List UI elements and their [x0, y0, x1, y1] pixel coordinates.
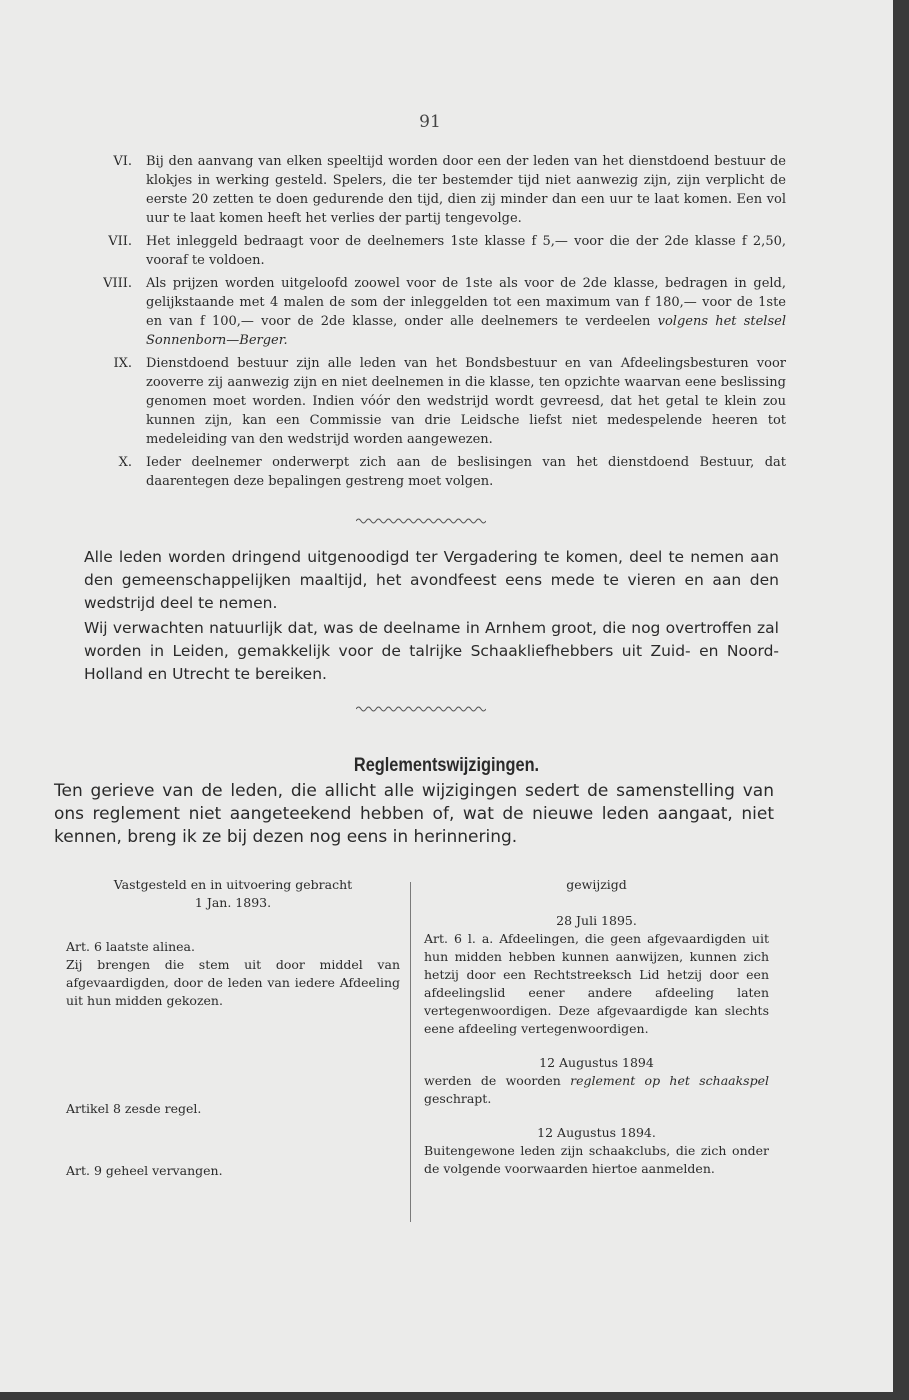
page-number: 91: [419, 112, 441, 132]
left-column: [66, 876, 400, 1180]
article-number: IX.: [113, 356, 132, 371]
article-number: X.: [118, 455, 132, 470]
article-viii: [86, 274, 786, 350]
left-header-line-2: 1 Jan. 1893.: [194, 895, 272, 910]
article-number: VII.: [108, 234, 132, 249]
left-art6-ref: Art. 6 laatste alinea.: [66, 939, 195, 954]
left-art9-ref: Art. 9 geheel vervangen.: [66, 1163, 223, 1178]
right-date-3: 12 Augustus 1894.: [537, 1125, 656, 1140]
decorative-divider: [356, 517, 486, 525]
article-number: VI.: [113, 154, 132, 169]
left-art8-ref: Artikel 8 zesde regel.: [66, 1101, 202, 1116]
right-art8-post: geschrapt.: [424, 1091, 492, 1106]
article-text-regular: Als prijzen worden uitgeloofd zoowel voor de 1ste als voor de 2de klasse, bedragen in geld, gelijkstaande met 4 malen de som der inleggelden tot een maximum van f 180,— voor de 1ste en van f 100,— voor de 2de klasse, onder alle deelnemers te verdeelen: [146, 276, 786, 329]
right-art8-text: [424, 1072, 769, 1108]
section-intro: Ten gerieve van de leden, die allicht alle wijzigingen sedert de samenstelling van ons reglement niet aangeteekend hebben of, wat de nieuwe leden aangaat, niet kennen, breng ik ze bij dezen nog eens in herinnering.: [54, 781, 774, 847]
section-title: Reglementswijzigingen.: [353, 755, 540, 776]
left-art6-text: Zij brengen die stem uit door middel van afgevaardigden, door de leden van iedere Afdeeling uit hun midden gekozen.: [66, 957, 400, 1008]
right-column: [424, 876, 769, 1178]
right-art8-italic: reglement op het schaakspel: [570, 1073, 769, 1088]
article-text: Dienstdoend bestuur zijn alle leden van het Bondsbestuur en van Afdeelingsbesturen voor zooverre zij aanwezig zijn en niet deelnemen in die klasse, ten opzichte waarvan eene beslissing genomen moet worden. Indien vóór den wedstrijd wordt gevreesd, dat het getal te klein zou kunnen zijn, kan een Commissie van drie Leidsche liefst niet medespelende heeren tot medeleiding van den wedstrijd worden aangewezen.: [146, 356, 786, 447]
article-x: [86, 453, 786, 491]
article-vi: [86, 152, 786, 228]
invitation-paragraph-2: Wij verwachten natuurlijk dat, was de deelname in Arnhem groot, die nog overtroffen zal worden in Leiden, gemakkelijk voor de talrijke Schaakliefhebbers uit Zuid- en Noord-Holland en Utrecht te bereiken.: [84, 619, 779, 683]
invitation-paragraph-1: Alle leden worden dringend uitgenoodigd ter Vergadering te komen, deel te nemen aan den gemeenschappelijken maaltijd, het avondfeest eens mede te vieren en aan den wedstrijd deel te nemen.: [84, 548, 779, 612]
column-divider: [410, 882, 411, 1222]
article-text: Ieder deelnemer onderwerpt zich aan de beslisingen van het dienstdoend Bestuur, dat daarentegen deze bepalingen gestreng moet volgen.: [146, 455, 786, 489]
article-text: Het inleggeld bedraagt voor de deelnemers 1ste klasse f 5,— voor die der 2de klasse f 2,50, vooraf te voldoen.: [146, 234, 786, 268]
article-text: Bij den aanvang van elken speeltijd worden door een der leden van het dienstdoend bestuur de klokjes in werking gesteld. Spelers, die ter bestemder tijd niet aanwezig zijn, zijn verplicht de eerste 20 zetten te doen gedurende den tijd, dien zij minder dan een uur te laat komen. Een vol uur te laat komen heeft het verlies der partij tengevolge.: [146, 154, 786, 226]
right-art8-pre: werden de woorden: [424, 1073, 561, 1088]
article-text-italic: volgens het stelsel Sonnenborn—Berger.: [146, 314, 786, 348]
article-text: [146, 274, 786, 350]
right-header: gewijzigd: [566, 877, 627, 892]
right-art6-text: Art. 6 l. a. Afdeelingen, die geen afgevaardigden uit hun midden hebben kunnen aanwijzen, kunnen zich hetzij door een Rechtstreeksch Lid hetzij door een afdeelingslid eener andere afdeeling laten vertegenwoordigen. Deze afgevaardigde kan slechts eene afdeeling vertegenwoordigen.: [424, 931, 769, 1036]
article-vii: [86, 232, 786, 270]
right-date-2: 12 Augustus 1894: [539, 1055, 654, 1070]
left-header-line-1: Vastgesteld en in uitvoering gebracht: [113, 877, 353, 892]
article-ix: [86, 354, 786, 449]
decorative-divider: [356, 705, 486, 713]
wavy-line-icon: [356, 517, 486, 525]
article-number: VIII.: [103, 276, 132, 291]
article-list: [86, 152, 786, 495]
wavy-line-icon: [356, 705, 486, 713]
right-art9-text: Buitengewone leden zijn schaakclubs, die zich onder de volgende voorwaarden hiertoe aanmelden.: [424, 1143, 769, 1176]
right-date-1: 28 Juli 1895.: [556, 913, 637, 928]
